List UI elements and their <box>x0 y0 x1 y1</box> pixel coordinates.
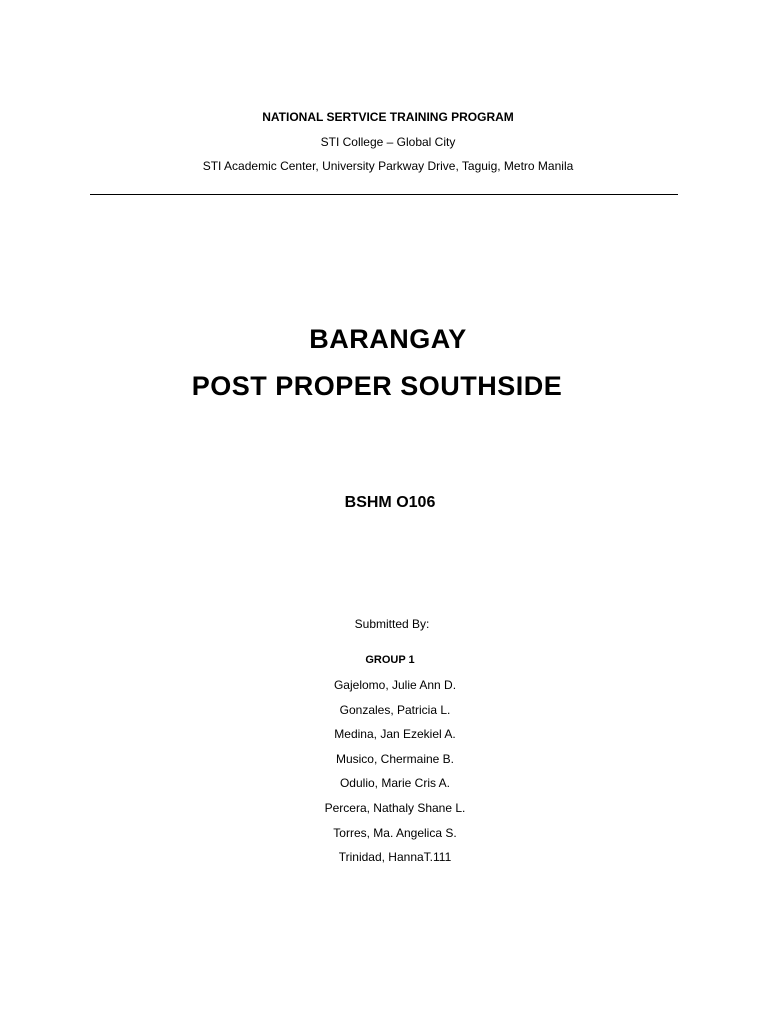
member-name: Torres, Ma. Angelica S. <box>333 825 457 840</box>
member-name: Trinidad, HannaT.111 <box>338 850 452 865</box>
member-list <box>0 678 768 875</box>
submitted-by-label: Submitted By: <box>354 617 430 631</box>
title-line-1: BARANGAY <box>309 324 467 354</box>
member-name: Gonzales, Patricia L. <box>339 702 451 717</box>
member-name: Musico, Chermaine B. <box>335 751 455 766</box>
member-name: Odulio, Marie Cris A. <box>339 776 451 791</box>
program-name: NATIONAL SERTVICE TRAINING PROGRAM <box>262 110 514 124</box>
school-address: STI Academic Center, University Parkway Drive, Taguig, Metro Manila <box>202 159 574 173</box>
group-label: GROUP 1 <box>365 654 415 666</box>
section-code: BSHM O106 <box>344 494 436 511</box>
title-line-2: POST PROPER SOUTHSIDE <box>191 371 563 401</box>
member-name: Gajelomo, Julie Ann D. <box>333 678 457 692</box>
header-divider <box>90 194 678 195</box>
school-name: STI College – Global City <box>320 135 456 149</box>
member-name: Percera, Nathaly Shane L. <box>324 800 466 815</box>
member-name: Medina, Jan Ezekiel A. <box>334 727 456 742</box>
